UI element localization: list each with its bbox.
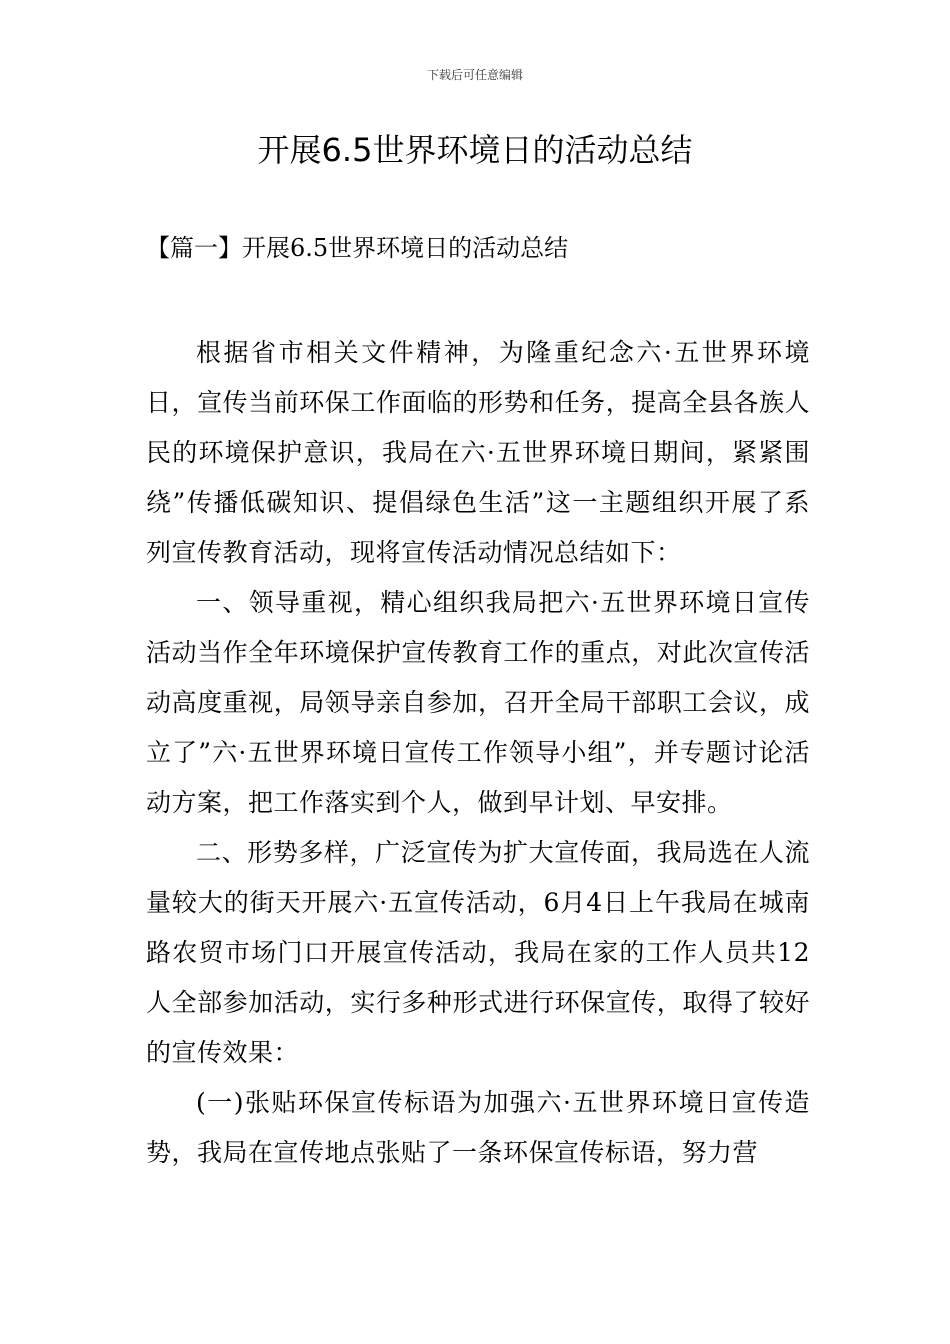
document-title: 开展6.5世界环境日的活动总结: [257, 131, 693, 169]
paragraph-intro: 根据省市相关文件精神，为隆重纪念六·五世界环境日，宣传当前环保工作面临的形势和任务，提高全县各族人民的环境保护意识，我局在六·五世界环境日期间，紧紧围绕”传播低碳知识、提倡绿色生活”这一主题组织开展了系列宣传教育活动，现将宣传活动情况总结如下：: [146, 338, 810, 567]
page-header-note: 下载后可任意编辑: [426, 68, 523, 82]
section-heading: 【篇一】开展6.5世界环境日的活动总结: [146, 234, 569, 262]
paragraph-publicity: 二、形势多样，广泛宣传为扩大宣传面，我局选在人流量较大的街天开展六·五宣传活动，6月4日上午我局在城南路农贸市场门口开展宣传活动，我局在家的工作人员共12人全部参加活动，实行多种形式进行环保宣传，取得了较好的宣传效果：: [146, 838, 810, 1067]
paragraph-leadership: 一、领导重视，精心组织我局把六·五世界环境日宣传活动当作全年环境保护宣传教育工作的重点，对此次宣传活动高度重视，局领导亲自参加，召开全局干部职工会议，成立了”六·五世界环境日宣传工作领导小组”，并专题讨论活动方案，把工作落实到个人，做到早计划、早安排。: [146, 588, 810, 817]
document-body: [146, 328, 810, 1178]
paragraph-slogans: (一)张贴环保宣传标语为加强六·五世界环境日宣传造势，我局在宣传地点张贴了一条环保宣传标语，努力营: [146, 1088, 810, 1167]
